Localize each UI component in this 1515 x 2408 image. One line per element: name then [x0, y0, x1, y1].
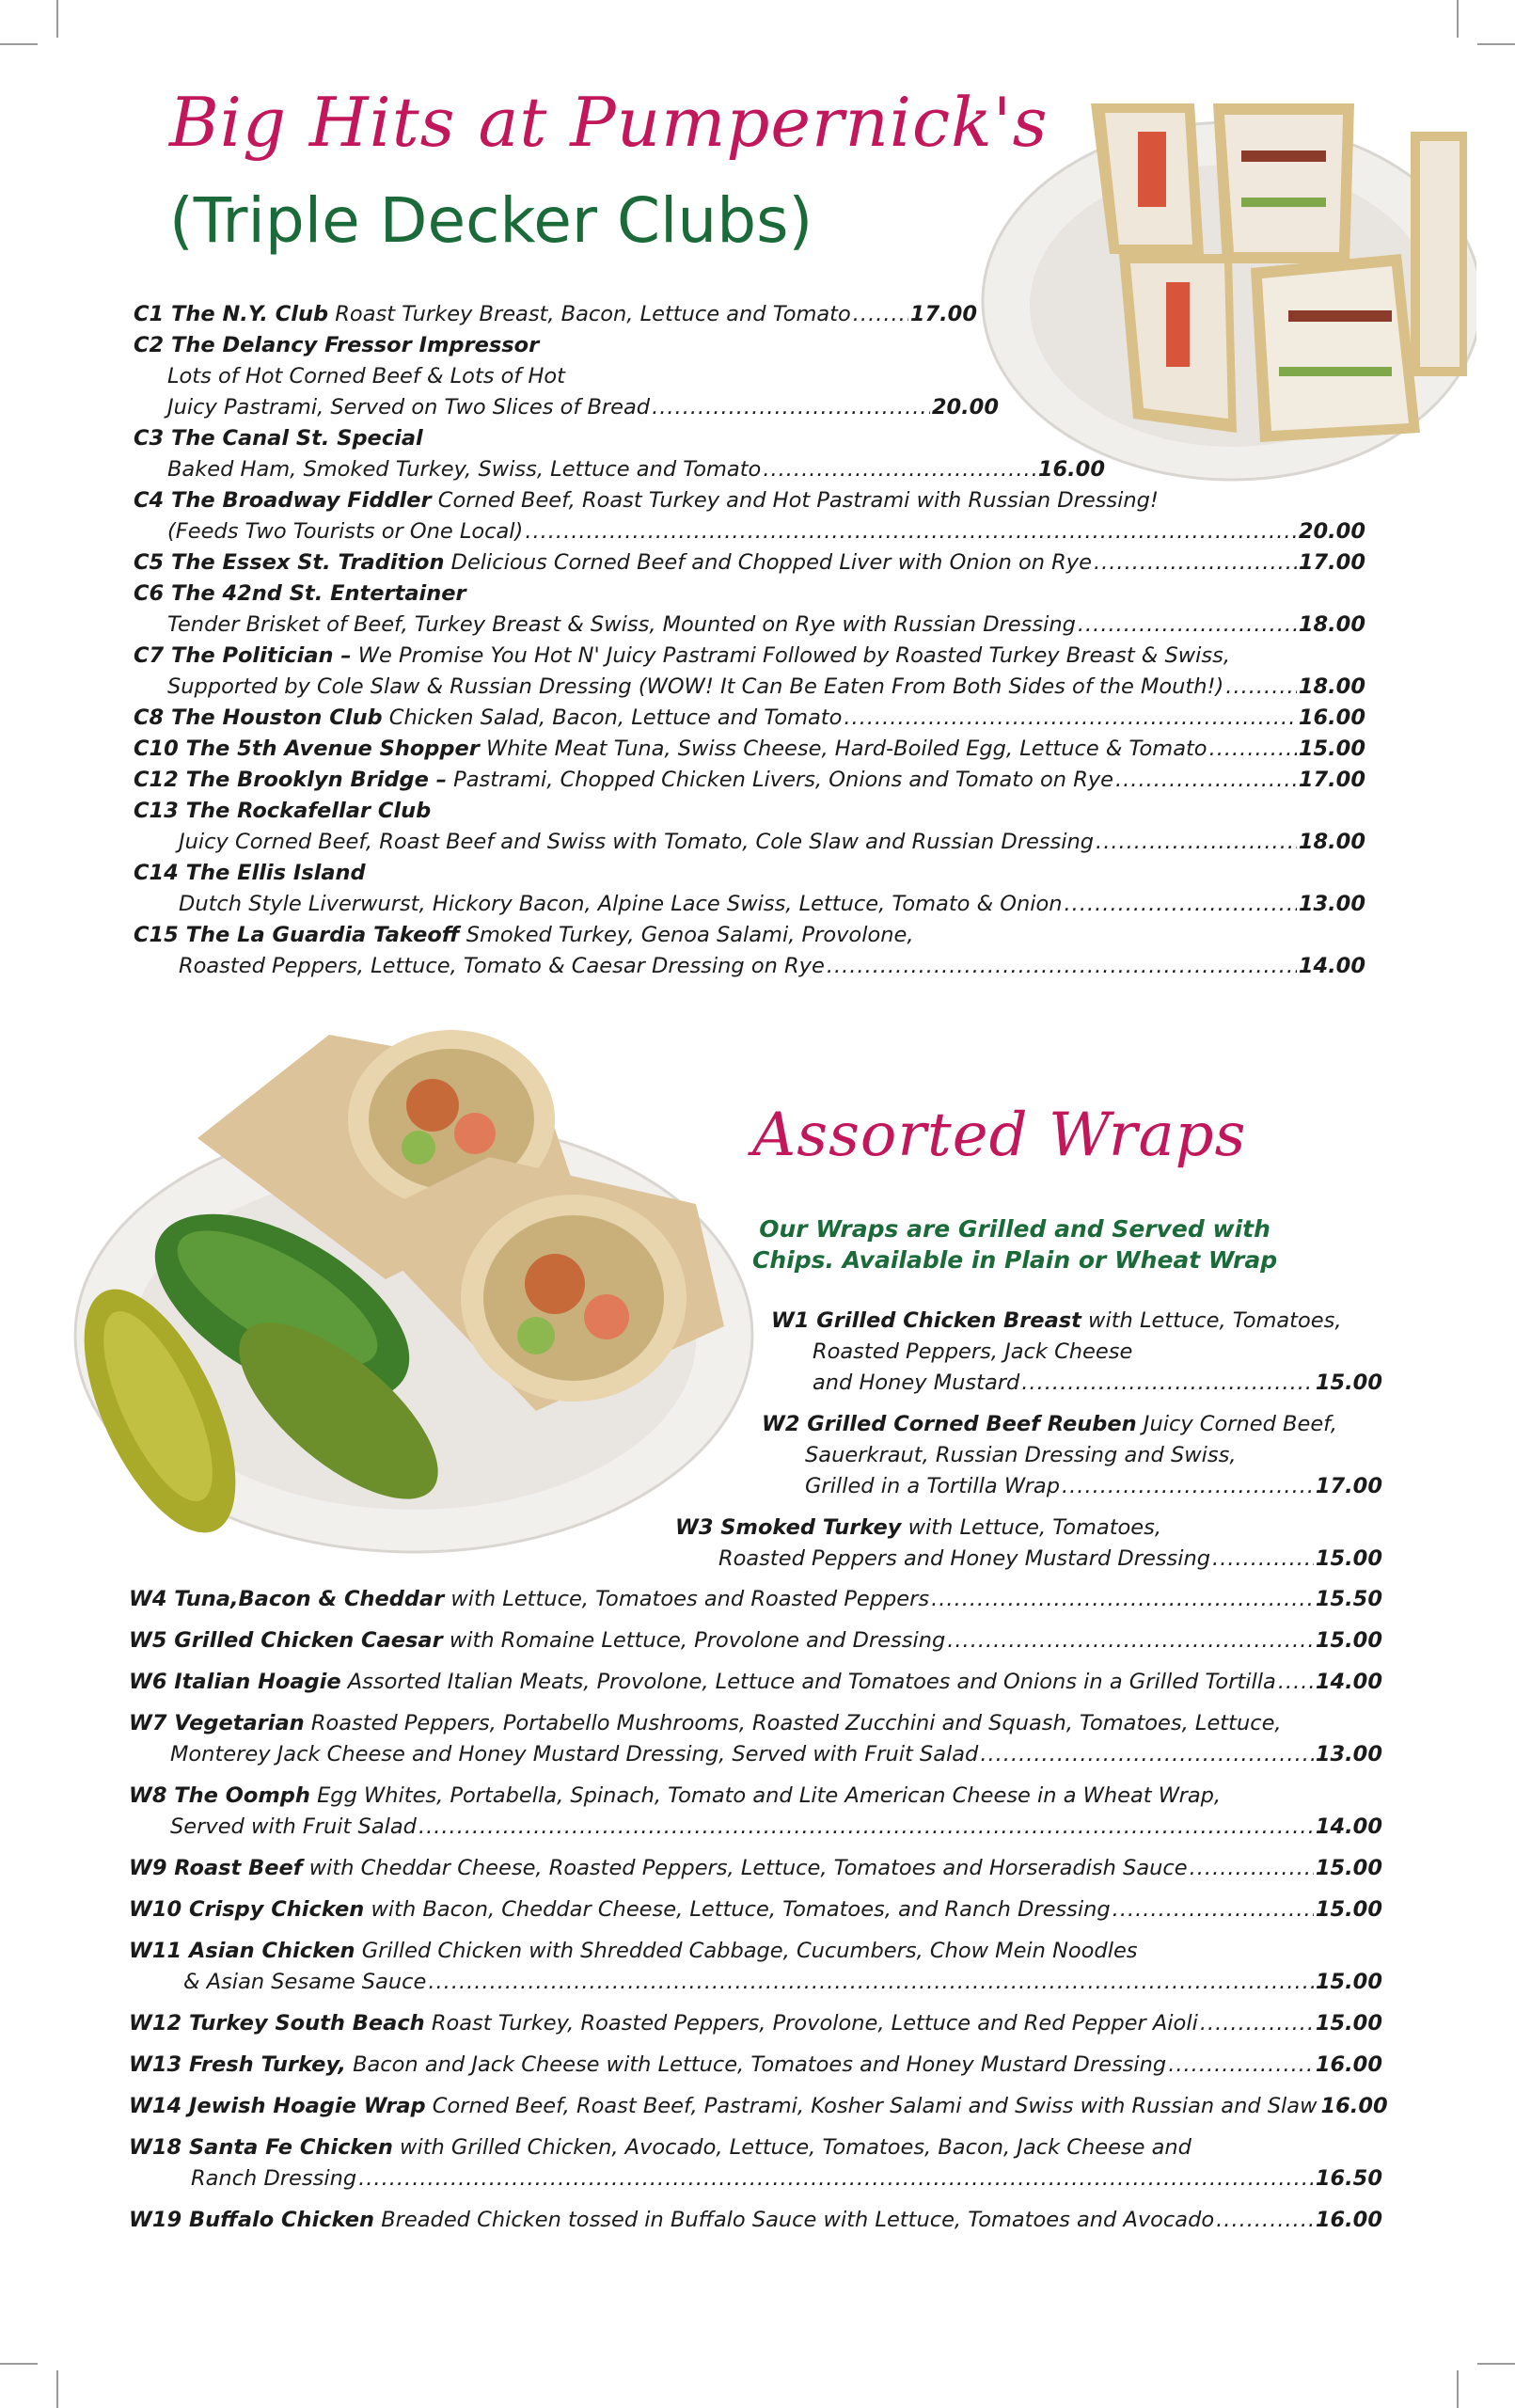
menu-item-description: Assorted Italian Meats, Provolone, Lettuce and Tomatoes and Onions in a Grilled Tortilla	[340, 1670, 1276, 1694]
dot-leader	[525, 516, 1297, 547]
clubs-subtitle: (Triple Decker Clubs)	[169, 184, 813, 257]
menu-item-name: W12 Turkey South Beach	[129, 2011, 425, 2036]
menu-item-price: 18.00	[1298, 830, 1365, 854]
menu-item-price: 14.00	[1315, 1814, 1382, 1839]
menu-item-description: Smoked Turkey, Genoa Salami, Provolone,	[459, 923, 914, 947]
menu-item	[134, 858, 1365, 920]
dot-leader	[980, 1739, 1313, 1770]
menu-item	[134, 734, 1365, 765]
menu-item-description: and Honey Mustard	[813, 1370, 1020, 1395]
dot-leader	[1065, 889, 1297, 920]
menu-item-price: 15.00	[1315, 1370, 1382, 1395]
menu-item	[129, 1708, 1382, 1770]
dot-leader	[1062, 1471, 1314, 1502]
menu-item-description: Roasted Peppers, Portabello Mushrooms, Roasted Zucchini and Squash, Tomatoes, Lettuce,	[304, 1711, 1282, 1735]
crop-mark	[1477, 2363, 1515, 2365]
menu-item-price: 18.00	[1298, 674, 1365, 699]
menu-item-price: 15.00	[1315, 1897, 1382, 1922]
dot-leader	[1094, 547, 1297, 578]
menu-item-name: C4 The Broadway Fiddler	[134, 488, 432, 513]
menu-item-description: with Lettuce, Tomatoes,	[1081, 1308, 1342, 1333]
menu-item-name: W1 Grilled Chicken Breast	[771, 1308, 1081, 1333]
menu-item-description: Corned Beef, Roast Beef, Pastrami, Kosher Salami and Swiss with Russian and Slaw	[425, 2094, 1318, 2118]
wraps-note-line2: Chips. Available in Plain or Wheat Wrap	[752, 1246, 1278, 1274]
menu-item-price: 15.50	[1315, 1587, 1382, 1611]
wrap-sandwich-photo	[47, 1016, 762, 1561]
dot-leader	[428, 1967, 1313, 1998]
menu-item	[134, 547, 1365, 578]
menu-item-name: C12 The Brooklyn Bridge –	[134, 768, 447, 792]
menu-item	[134, 703, 1365, 734]
menu-item-description: Juicy Corned Beef, Roast Beef and Swiss with Tomato, Cole Slaw and Russian Dressing	[179, 830, 1095, 854]
menu-item	[134, 920, 1365, 982]
menu-item-name: W18 Santa Fe Chicken	[129, 2135, 393, 2160]
dot-leader	[844, 703, 1296, 734]
menu-item	[675, 1513, 1382, 1575]
menu-item-price: 17.00	[1298, 768, 1365, 792]
menu-item-price: 15.00	[1315, 1856, 1382, 1880]
menu-item-description: Roasted Peppers, Lettuce, Tomato & Caesar Dressing on Rye	[179, 954, 825, 978]
menu-item-price: 17.00	[1298, 550, 1365, 575]
menu-item-name: C14 The Ellis Island	[134, 861, 366, 885]
dot-leader	[1212, 1544, 1314, 1575]
menu-item-price: 20.00	[931, 395, 999, 420]
menu-item-description: with Lettuce, Tomatoes and Roasted Peppers	[444, 1587, 930, 1611]
menu-item-description: Sauerkraut, Russian Dressing and Swiss,	[805, 1443, 1237, 1467]
menu-item-price: 13.00	[1315, 1742, 1382, 1766]
menu-item-description: Delicious Corned Beef and Chopped Liver with Onion on Rye	[444, 550, 1092, 575]
menu-item-description: Lots of Hot Corned Beef & Lots of Hot	[167, 364, 565, 388]
dot-leader	[827, 951, 1297, 982]
dot-leader	[1168, 2050, 1314, 2081]
menu-item-name: C3 The Canal St. Special	[134, 426, 423, 451]
menu-item-description: with Cheddar Cheese, Roasted Peppers, Lettuce, Tomatoes and Horseradish Sauce	[302, 1856, 1188, 1880]
menu-item-description: with Romaine Lettuce, Provolone and Dressing	[442, 1628, 946, 1653]
menu-item	[129, 2050, 1382, 2081]
menu-item	[129, 1936, 1382, 1998]
menu-item-price: 16.00	[1315, 2208, 1382, 2232]
dot-leader	[1200, 2008, 1314, 2039]
menu-item-price: 14.00	[1315, 1670, 1382, 1694]
dot-leader	[1225, 672, 1297, 703]
menu-item-description: Roast Turkey, Roasted Peppers, Provolone, Lettuce and Red Pepper Aioli	[424, 2011, 1198, 2036]
menu-item	[134, 578, 1365, 641]
menu-item	[129, 1894, 1382, 1925]
menu-item-description: Juicy Pastrami, Served on Two Slices of Bread	[167, 395, 651, 420]
menu-item-name: C6 The 42nd St. Entertainer	[134, 581, 466, 606]
menu-item	[129, 1667, 1382, 1698]
menu-item-price: 16.00	[1298, 705, 1365, 730]
menu-item-description: Ranch Dressing	[191, 2166, 357, 2191]
menu-item-description: Served with Fruit Salad	[170, 1814, 417, 1839]
menu-item-description: Corned Beef, Roast Turkey and Hot Pastrami with Russian Dressing!	[431, 488, 1159, 513]
menu-item-name: W9 Roast Beef	[129, 1856, 303, 1880]
menu-item-name: W7 Vegetarian	[129, 1711, 305, 1735]
menu-item-description: Grilled in a Tortilla Wrap	[805, 1474, 1060, 1498]
menu-item-description: Baked Ham, Smoked Turkey, Swiss, Lettuce and Tomato	[167, 457, 762, 482]
menu-item	[134, 641, 1365, 703]
menu-item-description: Monterey Jack Cheese and Honey Mustard Dressing, Served with Fruit Salad	[170, 1742, 979, 1766]
menu-item-name: C8 The Houston Club	[134, 705, 383, 730]
menu-item-name: C7 The Politician –	[134, 643, 352, 668]
menu-item-name: W11 Asian Chicken	[129, 1939, 355, 1963]
menu-item-name: W2 Grilled Corned Beef Reuben	[762, 1412, 1137, 1436]
menu-item-name: W3 Smoked Turkey	[675, 1515, 902, 1540]
dot-leader	[1216, 2205, 1314, 2236]
menu-item-price: 15.00	[1298, 737, 1365, 761]
menu-item-name: C15 The La Guardia Takeoff	[134, 923, 460, 947]
dot-leader	[1190, 1853, 1314, 1884]
menu-item	[129, 2205, 1382, 2236]
menu-item-name: W8 The Oomph	[129, 1783, 310, 1808]
menu-item	[129, 1853, 1382, 1884]
menu-item-description: Supported by Cole Slaw & Russian Dressing (WOW! It Can Be Eaten From Both Sides of the Mouth!)	[167, 674, 1224, 699]
crop-mark	[1477, 43, 1515, 45]
menu-item-description: Breaded Chicken tossed in Buffalo Sauce with Lettuce, Tomatoes and Avocado	[374, 2208, 1215, 2232]
menu-item-description: Chicken Salad, Bacon, Lettuce and Tomato	[382, 705, 843, 730]
menu-item-description: (Feeds Two Tourists or One Local)	[167, 519, 524, 544]
dot-leader	[1115, 765, 1297, 796]
menu-item	[129, 2132, 1382, 2194]
menu-item-name: C13 The Rockafellar Club	[134, 799, 432, 823]
wraps-note-line1: Our Wraps are Grilled and Served with	[759, 1215, 1270, 1243]
dot-leader	[947, 1625, 1314, 1656]
dot-leader	[1278, 1667, 1314, 1698]
dot-leader	[763, 454, 1036, 485]
menu-item	[129, 2008, 1382, 2039]
menu-item-name: C10 The 5th Avenue Shopper	[134, 737, 480, 761]
menu-item-price: 14.00	[1298, 954, 1365, 978]
menu-item-price: 17.00	[1315, 1474, 1382, 1498]
menu-item-description: with Grilled Chicken, Avocado, Lettuce, Tomatoes, Bacon, Jack Cheese and	[392, 2135, 1191, 2160]
menu-item	[129, 1625, 1382, 1656]
menu-item-name: W6 Italian Hoagie	[129, 1670, 341, 1694]
menu-item	[129, 2091, 1388, 2122]
dot-leader	[853, 299, 908, 330]
dot-leader	[1021, 1368, 1314, 1399]
menu-item-description: Bacon and Jack Cheese with Lettuce, Tomatoes and Honey Mustard Dressing	[345, 2052, 1167, 2077]
menu-item-price: 20.00	[1298, 519, 1365, 544]
menu-item-description: Roasted Peppers, Jack Cheese	[813, 1339, 1133, 1364]
menu-item	[134, 485, 1365, 547]
menu-item-description: Tender Brisket of Beef, Turkey Breast & Swiss, Mounted on Rye with Russian Dressing	[167, 612, 1076, 637]
menu-item-name: W14 Jewish Hoagie Wrap	[129, 2094, 426, 2118]
menu-item-price: 16.00	[1320, 2094, 1388, 2118]
menu-item-price: 13.00	[1298, 892, 1365, 916]
menu-item-description: Egg Whites, Portabella, Spinach, Tomato and Lite American Cheese in a Wheat Wrap,	[309, 1783, 1222, 1808]
menu-item-description: Pastrami, Chopped Chicken Livers, Onions and Tomato on Rye	[447, 768, 1113, 792]
dot-leader	[1113, 1894, 1314, 1925]
menu-item	[134, 330, 999, 423]
menu-item-price: 15.00	[1315, 1970, 1382, 1994]
dot-leader	[1096, 827, 1297, 858]
menu-item-price: 15.00	[1315, 1628, 1382, 1653]
menu-item-price: 16.00	[1037, 457, 1105, 482]
menu-item-description: Roasted Peppers and Honey Mustard Dressing	[718, 1546, 1211, 1571]
clubs-title: Big Hits at Pumpernick's	[169, 83, 1049, 162]
crop-mark	[0, 43, 38, 45]
menu-item-description: Dutch Style Liverwurst, Hickory Bacon, Alpine Lace Swiss, Lettuce, Tomato & Onion	[179, 892, 1063, 916]
menu-item-description: Grilled Chicken with Shredded Cabbage, Cucumbers, Chow Mein Noodles	[355, 1939, 1138, 1963]
menu-item	[129, 1781, 1382, 1843]
menu-item	[762, 1409, 1382, 1502]
menu-item-name: W4 Tuna,Bacon & Cheddar	[129, 1587, 445, 1611]
menu-item-name: W13 Fresh Turkey,	[129, 2052, 346, 2077]
dot-leader	[358, 2163, 1314, 2194]
menu-item-description: Roast Turkey Breast, Bacon, Lettuce and Tomato	[328, 302, 851, 326]
menu-item-description: with Lettuce, Tomatoes,	[901, 1515, 1162, 1540]
wraps-note	[752, 1213, 1277, 1275]
crop-mark	[56, 0, 58, 38]
menu-item-price: 15.00	[1315, 2011, 1382, 2036]
crop-mark	[56, 2370, 58, 2408]
menu-item-description: Juicy Corned Beef,	[1136, 1412, 1337, 1436]
menu-item-description: White Meat Tuna, Swiss Cheese, Hard-Boiled Egg, Lettuce & Tomato	[479, 737, 1207, 761]
wraps-title: Assorted Wraps	[752, 1101, 1247, 1170]
menu-item-name: C2 The Delancy Fressor Impressor	[134, 333, 540, 357]
menu-item-price: 18.00	[1298, 612, 1365, 637]
dot-leader	[652, 392, 930, 423]
menu-item-name: W19 Buffalo Chicken	[129, 2208, 375, 2232]
dot-leader	[1209, 734, 1297, 765]
menu-item-name: W10 Crispy Chicken	[129, 1897, 365, 1922]
menu-item	[134, 765, 1365, 796]
menu-item	[129, 1584, 1382, 1615]
dot-leader	[418, 1812, 1314, 1843]
crop-mark	[1457, 2370, 1459, 2408]
menu-item-price: 15.00	[1315, 1546, 1382, 1571]
crop-mark	[0, 2363, 38, 2365]
dot-leader	[931, 1584, 1314, 1615]
menu-item-name: W5 Grilled Chicken Caesar	[129, 1628, 443, 1653]
dot-leader	[1078, 610, 1297, 641]
menu-item-description: We Promise You Hot N' Juicy Pastrami Followed by Roasted Turkey Breast & Swiss,	[351, 643, 1231, 668]
menu-item	[134, 796, 1365, 858]
crop-mark	[1457, 0, 1459, 38]
menu-item-price: 16.00	[1315, 2052, 1382, 2077]
menu-item-price: 16.50	[1315, 2166, 1382, 2191]
menu-item-price: 17.00	[909, 302, 977, 326]
menu-item	[771, 1306, 1382, 1399]
menu-item-description: with Bacon, Cheddar Cheese, Lettuce, Tomatoes, and Ranch Dressing	[364, 1897, 1111, 1922]
menu-item	[134, 423, 1105, 485]
menu-item-name: C5 The Essex St. Tradition	[134, 550, 445, 575]
menu-item	[134, 299, 977, 330]
menu-item-name: C1 The N.Y. Club	[134, 302, 329, 326]
menu-item-description: & Asian Sesame Sauce	[183, 1970, 427, 1994]
